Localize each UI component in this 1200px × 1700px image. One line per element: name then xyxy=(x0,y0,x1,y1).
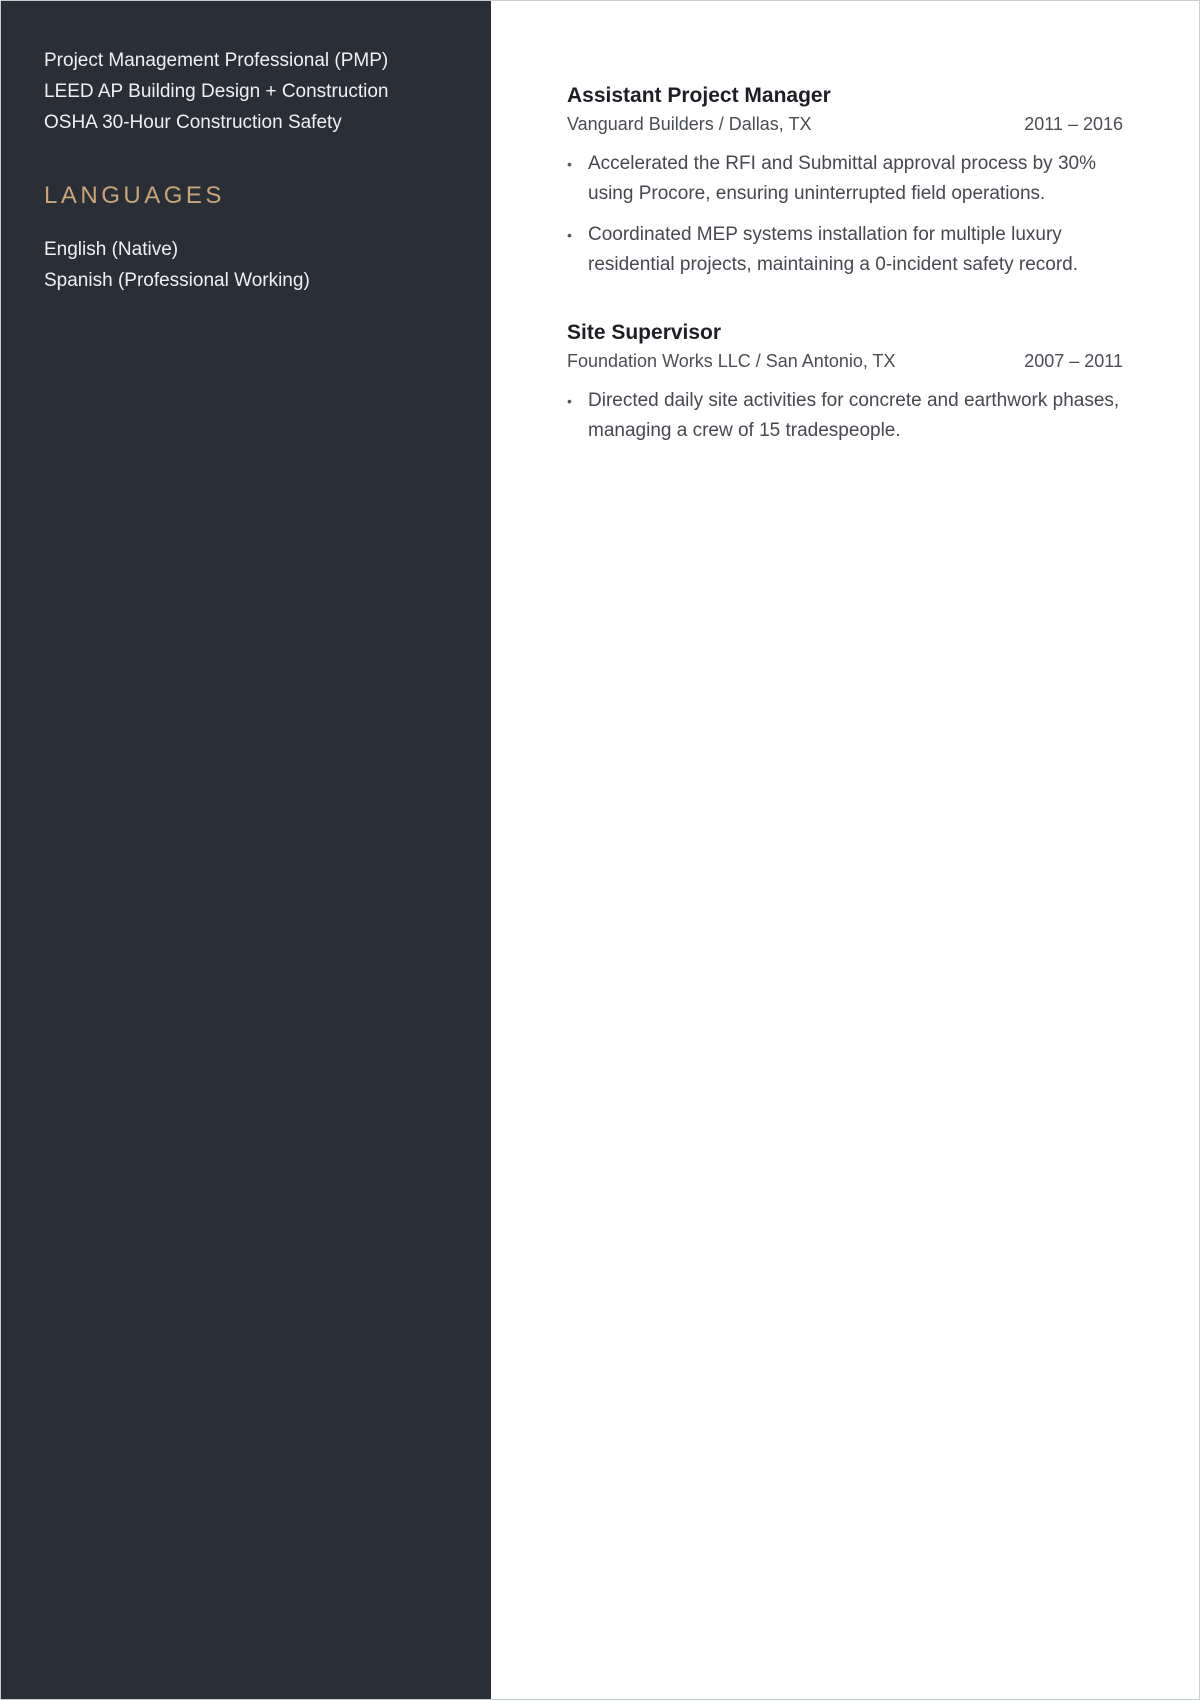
job-dates: 2007 – 2011 xyxy=(1024,351,1123,371)
certification-item: Project Management Professional (PMP) xyxy=(44,50,389,71)
bullet-icon: • xyxy=(567,227,572,243)
job-dates: 2011 – 2016 xyxy=(1024,114,1123,134)
sidebar xyxy=(1,1,491,1699)
job-bullets xyxy=(567,386,1123,446)
job-bullets xyxy=(567,149,1123,280)
certification-item: OSHA 30-Hour Construction Safety xyxy=(44,112,342,133)
job-meta xyxy=(567,348,1123,374)
job-bullet-text: Directed daily site activities for concrete and earthwork phases, managing a crew of 15 tradespeople. xyxy=(588,390,1120,441)
job-bullet xyxy=(567,220,1123,280)
job-company: Foundation Works LLC / San Antonio, TX xyxy=(567,351,896,371)
job-meta xyxy=(567,111,1123,137)
job-bullet xyxy=(567,149,1123,209)
job-title: Assistant Project Manager xyxy=(567,84,831,107)
job-title: Site Supervisor xyxy=(567,321,722,344)
languages-heading: LANGUAGES xyxy=(44,182,225,209)
bullet-icon: • xyxy=(567,393,572,409)
language-item: English (Native) xyxy=(44,239,179,260)
languages-list xyxy=(44,234,451,296)
job-bullet-text: Accelerated the RFI and Submittal approval process by 30% using Procore, ensuring uninterrupted field operations. xyxy=(588,153,1096,204)
job-bullet xyxy=(567,386,1123,446)
experience-section xyxy=(491,1,1199,1699)
language-item: Spanish (Professional Working) xyxy=(44,270,310,291)
certification-item: LEED AP Building Design + Construction xyxy=(44,81,389,102)
job-entry xyxy=(567,81,1123,280)
job-bullet-text: Coordinated MEP systems installation for multiple luxury residential projects, maintaining a 0-incident safety record. xyxy=(588,224,1079,275)
bullet-icon: • xyxy=(567,156,572,172)
certifications-list xyxy=(44,45,451,138)
job-entry xyxy=(567,318,1123,446)
job-company: Vanguard Builders / Dallas, TX xyxy=(567,114,812,134)
